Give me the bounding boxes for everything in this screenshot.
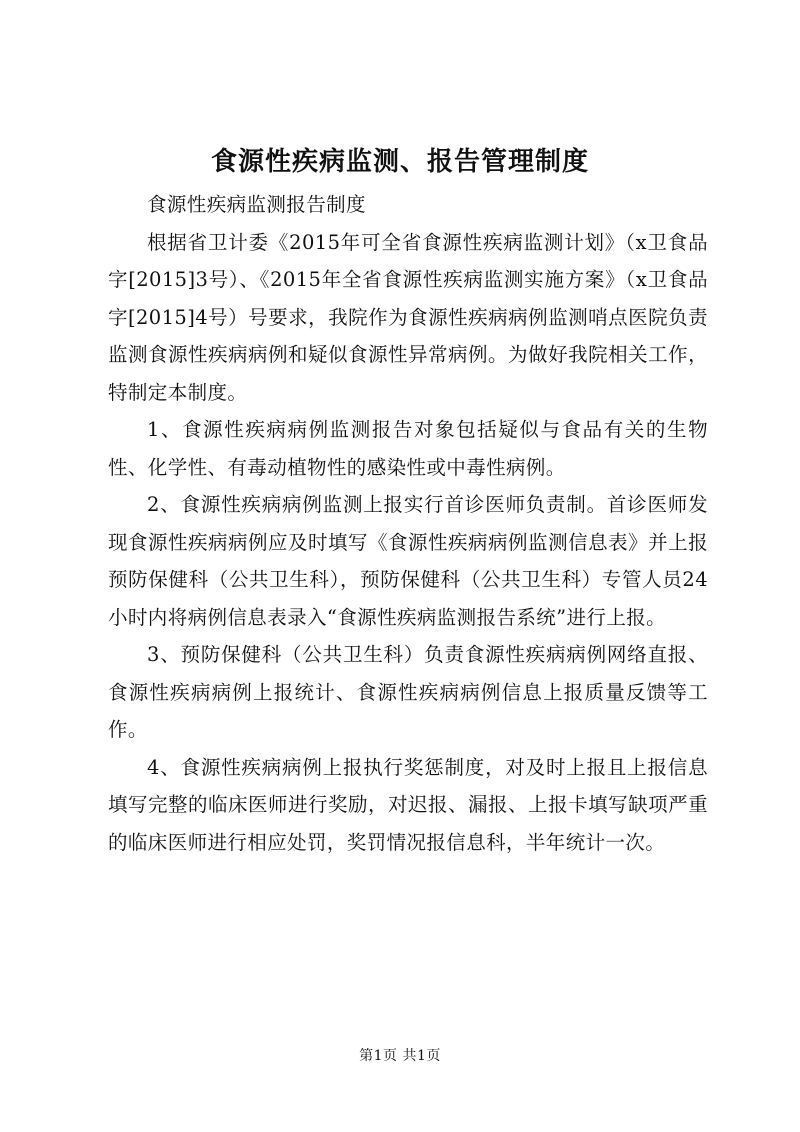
paragraph-item-2: 2、食源性疾病病例监测上报实行首诊医师负责制。首诊医师发现食源性疾病病例应及时填写《食源性疾病病例监测信息表》并上报预防保健科（公共卫生科），预防保健科（公共卫生科）专管人员24小时内将病例信息表录入“食源性疾病监测报告系统”进行上报。 bbox=[108, 493, 708, 629]
paragraph-item-1: 1、食源性疾病病例监测报告对象包括疑似与食品有关的生物性、化学性、有毒动植物性的感染性或中毒性病例。 bbox=[108, 418, 708, 479]
paragraph-intro: 根据省卫计委《2015年可全省食源性疾病监测计划》（x卫食品字[2015]3号）、《2015年全省食源性疾病监测实施方案》（x卫食品字[2015]4号）号要求，我院作为食源性疾病病例监测哨点医院负责监测食源性疾病病例和疑似食源性异常病例。为做好我院相关工作，特制定本制度。 bbox=[108, 230, 708, 404]
document-title: 食源性疾病监测、报告管理制度 bbox=[210, 147, 589, 177]
page-footer: 第1页 共1页 bbox=[359, 1048, 441, 1064]
paragraph-item-3: 3、预防保健科（公共卫生科）负责食源性疾病病例网络直报、食源性疾病病例上报统计、食源性疾病病例信息上报质量反馈等工作。 bbox=[108, 643, 708, 741]
document-body bbox=[108, 186, 708, 861]
paragraph-item-4: 4、食源性疾病病例上报执行奖惩制度，对及时上报且上报信息填写完整的临床医师进行奖励，对迟报、漏报、上报卡填写缺项严重的临床医师进行相应处罚，奖罚情况报信息科，半年统计一次。 bbox=[108, 755, 708, 854]
document-subtitle: 食源性疾病监测报告制度 bbox=[147, 193, 366, 216]
